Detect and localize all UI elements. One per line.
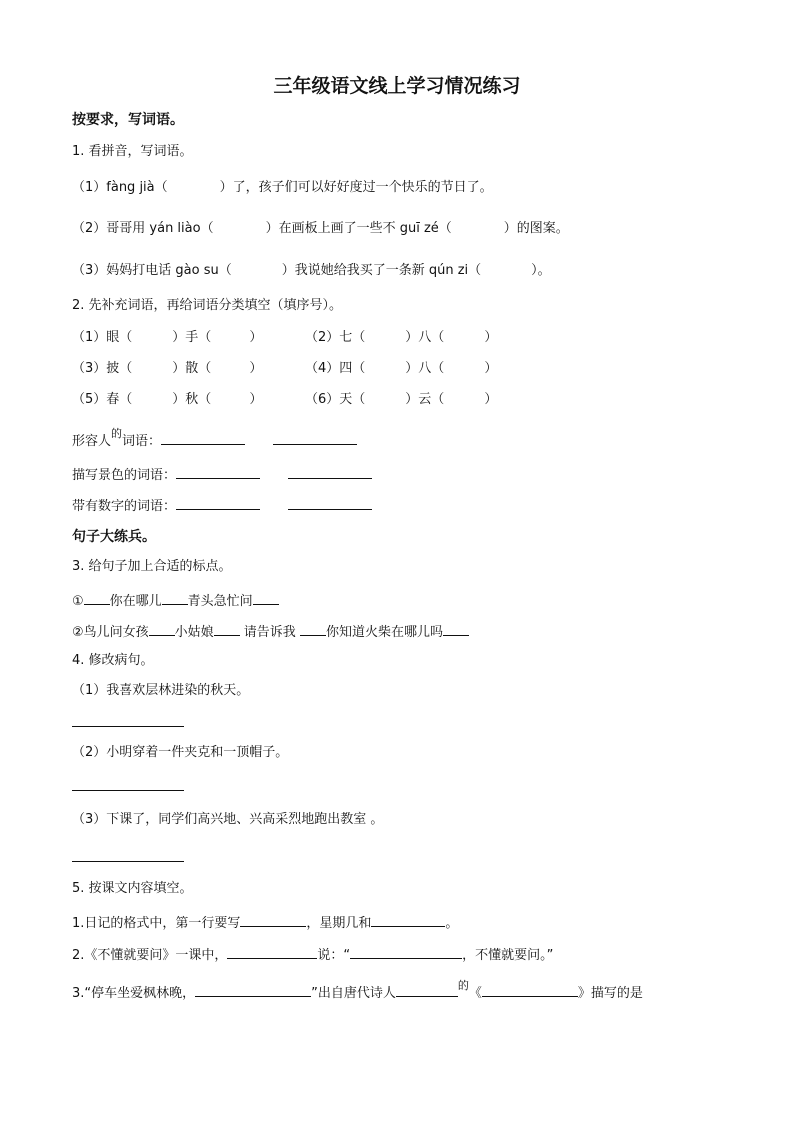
q3-stem: 3. 给句子加上合适的标点。 xyxy=(72,559,232,574)
q2-num: （5） xyxy=(72,392,107,407)
q2-category-1-sup: 的 xyxy=(111,427,123,440)
q1-item-1 xyxy=(72,179,493,197)
q3-s2-blank-4[interactable] xyxy=(443,621,469,636)
q3-s2-blank-1[interactable] xyxy=(149,621,175,636)
q3-s2-blank-3[interactable] xyxy=(300,621,326,636)
q3-s2-text-2: 请告诉我 xyxy=(239,625,300,640)
q2-word-part: ）散（ xyxy=(172,361,212,376)
q1-item-1-post: ）了，孩子们可以好好度过一个快乐的节日了。 xyxy=(219,180,493,195)
q5-l1-text-3: 。 xyxy=(445,916,459,931)
q4-answer-line-3[interactable] xyxy=(72,861,184,862)
q3-s2-text-3: 你知道火柴在哪儿吗 xyxy=(325,625,443,640)
q2-word-part: ）秋（ xyxy=(172,392,212,407)
q3-s1-marker: ① xyxy=(72,594,84,609)
q4-item-3: （3）下课了，同学们高兴地、兴高采烈地跑出教室 。 xyxy=(72,812,384,827)
q2-word-part: ）八（ xyxy=(405,330,445,345)
q2-category-2 xyxy=(72,464,372,485)
q2-word-part: 七（ xyxy=(339,330,366,345)
q5-line-3 xyxy=(72,979,643,1003)
q3-s1-text-2: 青头急忙问 xyxy=(187,594,253,609)
q2-category-3-blank-2[interactable] xyxy=(288,495,372,510)
section-heading-2: 句子大练兵。 xyxy=(72,529,156,545)
q2-word-part: ）八（ xyxy=(405,361,445,376)
q2-word-part: ） xyxy=(249,361,263,376)
q5-l3-text-1: 3.“停车坐爱枫林晚， xyxy=(72,986,196,1001)
q5-l3-text-2: ”出自唐代诗人 xyxy=(311,986,396,1001)
q4-answer-line-2[interactable] xyxy=(72,790,184,791)
q4-stem: 4. 修改病句。 xyxy=(72,653,154,668)
q2-word-part: ） xyxy=(484,361,498,376)
q2-row-2-right xyxy=(305,360,497,378)
q3-s1-blank-1[interactable] xyxy=(84,590,110,605)
q2-num: （4） xyxy=(305,361,340,376)
q5-l2-blank-1[interactable] xyxy=(227,944,317,959)
q2-word-part: 披（ xyxy=(106,361,133,376)
q5-l1-blank-1[interactable] xyxy=(240,912,306,927)
q5-line-2 xyxy=(72,944,553,965)
q2-category-1-blank-1[interactable] xyxy=(161,430,245,445)
q4-item-1: （1）我喜欢层林进染的秋天。 xyxy=(72,683,250,698)
q3-s2-blank-2[interactable] xyxy=(214,621,240,636)
q5-l2-text-1: 2.《不懂就要问》一课中， xyxy=(72,948,228,963)
q4-item-2: （2）小明穿着一件夹克和一顶帽子。 xyxy=(72,745,289,760)
q2-category-1-label-end: 词语： xyxy=(122,434,162,449)
q2-num: （3） xyxy=(72,361,107,376)
q2-category-3-blank-1[interactable] xyxy=(176,495,260,510)
q3-sentence-1 xyxy=(72,590,279,611)
q5-l3-sup: 的 xyxy=(457,979,469,992)
q1-stem: 1. 看拼音，写词语。 xyxy=(72,144,193,159)
q5-l3-text-3: 《 xyxy=(468,986,482,1001)
q1-item-2-mid: ）在画板上画了一些不 guī zé（ xyxy=(265,221,452,236)
q2-row-3-right xyxy=(305,391,497,409)
q5-l1-text-2: ，星期几和 xyxy=(306,916,372,931)
page-title: 三年级语文线上学习情况练习 xyxy=(273,75,521,97)
q2-num: （6） xyxy=(305,392,340,407)
q5-line-1 xyxy=(72,912,458,933)
q3-sentence-2 xyxy=(72,621,469,642)
q2-category-2-blank-1[interactable] xyxy=(176,464,260,479)
q5-l2-blank-2[interactable] xyxy=(350,944,462,959)
q3-s1-blank-2[interactable] xyxy=(162,590,188,605)
q2-num: （2） xyxy=(305,330,340,345)
q2-row-1-right xyxy=(305,329,497,347)
q2-word-part: ） xyxy=(249,392,263,407)
section-heading-1: 按要求，写词语。 xyxy=(72,112,184,128)
q2-word-part: 春（ xyxy=(106,392,133,407)
q2-word-part: 天（ xyxy=(339,392,366,407)
q2-row-2-left xyxy=(72,360,262,378)
q2-stem: 2. 先补充词语，再给词语分类填空（填序号）。 xyxy=(72,298,343,313)
q1-item-2-pre: （2）哥哥用 yán liào（ xyxy=(72,221,214,236)
q1-item-3-pre: （3）妈妈打电话 gào su（ xyxy=(72,263,232,278)
q5-l3-blank-2[interactable] xyxy=(396,982,458,997)
q2-word-part: ） xyxy=(484,392,498,407)
q1-item-2-post: ）的图案。 xyxy=(503,221,569,236)
q5-l2-text-2: 说：“ xyxy=(317,948,351,963)
q2-word-part: 眼（ xyxy=(106,330,133,345)
q2-category-1-label: 形容人 xyxy=(72,434,112,449)
q2-row-1-left xyxy=(72,329,262,347)
q2-category-2-label: 描写景色的词语： xyxy=(72,468,177,483)
q5-l3-blank-3[interactable] xyxy=(482,982,578,997)
q2-category-2-blank-2[interactable] xyxy=(288,464,372,479)
q5-l1-blank-2[interactable] xyxy=(371,912,445,927)
q5-stem: 5. 按课文内容填空。 xyxy=(72,881,193,896)
q2-category-1-blank-2[interactable] xyxy=(273,430,357,445)
q2-word-part: ）云（ xyxy=(405,392,445,407)
q3-s2-text-0: ②鸟儿问女孩 xyxy=(72,625,149,640)
q2-word-part: ） xyxy=(249,330,263,345)
q2-word-part: 四（ xyxy=(339,361,366,376)
q4-answer-line-1[interactable] xyxy=(72,726,184,727)
q2-word-part: ） xyxy=(484,330,498,345)
q1-item-3-post: ）。 xyxy=(531,263,551,278)
q5-l1-text-1: 1.日记的格式中，第一行要写 xyxy=(72,916,241,931)
q2-category-3-label: 带有数字的词语： xyxy=(72,499,177,514)
q1-item-1-pre: （1）fàng jià（ xyxy=(72,180,168,195)
q1-item-3-mid: ）我说她给我买了一条新 qún zi（ xyxy=(281,263,482,278)
q3-s1-blank-3[interactable] xyxy=(253,590,279,605)
q3-s1-text-1: 你在哪儿 xyxy=(109,594,162,609)
q2-category-3 xyxy=(72,495,372,516)
q1-item-2 xyxy=(72,220,569,238)
q3-s2-text-1: 小姑娘 xyxy=(174,625,214,640)
q2-num: （1） xyxy=(72,330,107,345)
q2-word-part: ）手（ xyxy=(172,330,212,345)
q5-l3-blank-1[interactable] xyxy=(195,982,311,997)
q5-l3-text-4: 》描写的是 xyxy=(577,986,643,1001)
q5-l2-text-3: ，不懂就要问。” xyxy=(462,948,554,963)
q1-item-3 xyxy=(72,262,551,280)
q2-row-3-left xyxy=(72,391,262,409)
q2-category-1 xyxy=(72,427,357,451)
